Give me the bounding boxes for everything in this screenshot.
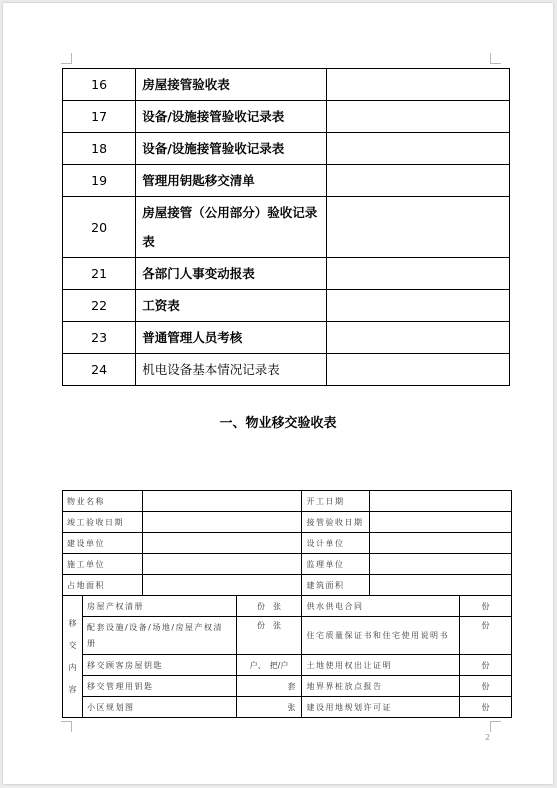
item-unit: 套 [236, 676, 302, 697]
handover-acceptance-form [62, 490, 512, 718]
item-name: 住宅质量保证书和住宅使用说明书 [302, 617, 460, 655]
form-label: 竣工验收日期 [63, 512, 143, 533]
item-name: 地界界桩放点报告 [302, 676, 460, 697]
item-name: 配套设施/设备/场地/房屋产权清册 [82, 617, 236, 655]
section-heading: 一、物业移交验收表 [219, 416, 337, 431]
form-row [63, 533, 512, 554]
row-number: 23 [63, 322, 136, 354]
row-title [136, 197, 327, 258]
form-row [63, 697, 512, 718]
crop-mark-top-right [490, 53, 501, 64]
row-title: 工资表 [136, 290, 327, 322]
item-name: 建设用地规划许可证 [302, 697, 460, 718]
row-number: 21 [63, 258, 136, 290]
row-number: 24 [63, 354, 136, 386]
table-row [63, 354, 510, 386]
row-blank [326, 322, 509, 354]
row-number: 22 [63, 290, 136, 322]
item-unit: 份 [460, 676, 512, 697]
item-unit: 份 [460, 655, 512, 676]
row-title: 管理用钥匙移交清单 [136, 165, 327, 197]
form-value [370, 554, 512, 575]
side-label-char: 移 [68, 618, 77, 628]
form-row [63, 655, 512, 676]
row-number: 17 [63, 101, 136, 133]
item-unit: 份 张 [236, 617, 302, 655]
item-name: 移交管理用钥匙 [82, 676, 236, 697]
form-label: 开工日期 [302, 491, 370, 512]
side-label-char: 交 [68, 640, 77, 650]
row-blank [326, 354, 509, 386]
crop-mark-top-left [61, 53, 72, 64]
form-row [63, 617, 512, 655]
row-title-line-1: 房屋接管（公用部分）验收记录 [142, 205, 318, 220]
side-label-char: 内 [68, 662, 77, 672]
row-number: 16 [63, 69, 136, 101]
row-title: 普通管理人员考核 [136, 322, 327, 354]
table-row [63, 101, 510, 133]
item-unit: 份 张 [236, 596, 302, 617]
form-row [63, 512, 512, 533]
row-title-line-2: 表 [142, 234, 155, 249]
form-value [370, 575, 512, 596]
row-number: 18 [63, 133, 136, 165]
item-name: 供水供电合同 [302, 596, 460, 617]
form-row [63, 575, 512, 596]
form-label: 施工单位 [63, 554, 143, 575]
form-label: 监理单位 [302, 554, 370, 575]
row-blank [326, 101, 509, 133]
table-row [63, 197, 510, 258]
form-label: 占地面积 [63, 575, 143, 596]
row-blank [326, 197, 509, 258]
document-list-table [62, 68, 510, 386]
row-number: 19 [63, 165, 136, 197]
form-label: 设计单位 [302, 533, 370, 554]
form-row [63, 676, 512, 697]
item-unit: 户、 把/户 [236, 655, 302, 676]
row-blank [326, 258, 509, 290]
form-row [63, 491, 512, 512]
item-unit: 份 [460, 697, 512, 718]
table-row [63, 69, 510, 101]
table-row [63, 322, 510, 354]
form-value [370, 491, 512, 512]
row-title: 各部门人事变动报表 [136, 258, 327, 290]
form-value [142, 512, 302, 533]
form-value [370, 512, 512, 533]
row-blank [326, 133, 509, 165]
item-name: 土地使用权出让证明 [302, 655, 460, 676]
table-row [63, 290, 510, 322]
handover-content-label [63, 596, 83, 718]
row-number: 20 [63, 197, 136, 258]
item-name: 小区规划图 [82, 697, 236, 718]
table-row [63, 165, 510, 197]
form-value [142, 554, 302, 575]
form-value [142, 491, 302, 512]
side-label-char: 容 [68, 684, 77, 694]
item-unit: 份 [460, 617, 512, 655]
crop-mark-bottom-right [490, 721, 501, 732]
row-blank [326, 165, 509, 197]
form-value [142, 533, 302, 554]
form-label: 建设单位 [63, 533, 143, 554]
item-name: 移交顾客房屋钥匙 [82, 655, 236, 676]
row-title: 设备/设施接管验收记录表 [136, 133, 327, 165]
row-title: 设备/设施接管验收记录表 [136, 101, 327, 133]
item-name: 房屋产权清册 [82, 596, 236, 617]
page-number: 2 [485, 733, 491, 742]
form-label: 物业名称 [63, 491, 143, 512]
document-page [3, 3, 553, 784]
table-row [63, 258, 510, 290]
form-value [370, 533, 512, 554]
form-label: 建筑面积 [302, 575, 370, 596]
crop-mark-bottom-left [61, 721, 72, 732]
form-row [63, 554, 512, 575]
row-title: 房屋接管验收表 [136, 69, 327, 101]
item-unit: 份 [460, 596, 512, 617]
table-row [63, 133, 510, 165]
form-value [142, 575, 302, 596]
row-title: 机电设备基本情况记录表 [136, 354, 327, 386]
form-row [63, 596, 512, 617]
row-blank [326, 290, 509, 322]
form-label: 接管验收日期 [302, 512, 370, 533]
row-blank [326, 69, 509, 101]
item-unit: 张 [236, 697, 302, 718]
